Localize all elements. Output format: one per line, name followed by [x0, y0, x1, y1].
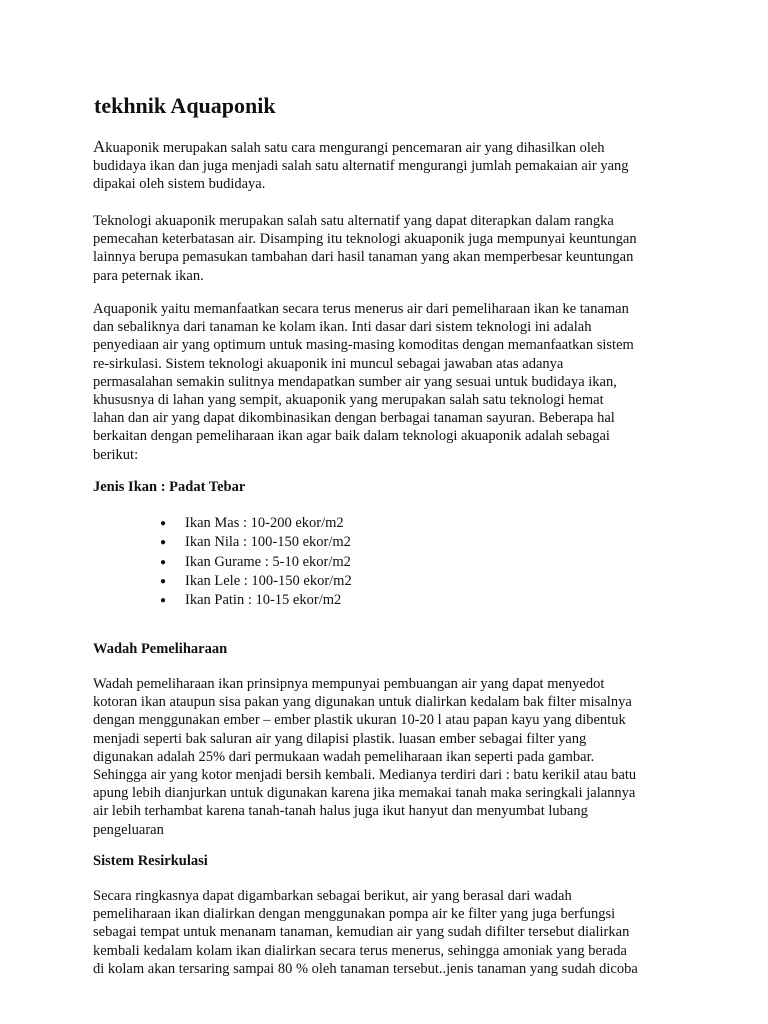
paragraph-line: apung lebih dianjurkan untuk digunakan karena jika memakai tanah maka seringkali jalannya: [93, 785, 636, 802]
wadah-heading: Wadah Pemeliharaan: [93, 641, 228, 657]
paragraph-line: berikut:: [93, 446, 139, 463]
list-item: [160, 572, 352, 591]
list-item-text: Ikan Gurame : 5-10 ekor/m2: [185, 553, 351, 570]
bullet-icon: ●: [160, 518, 167, 529]
aquaponik-paragraph: [93, 300, 693, 464]
page-title: tekhnik Aquaponik: [94, 93, 276, 118]
paragraph-line: budidaya ikan dan juga menjadi salah satu alternatif mengurangi jumlah pemakaian air yang: [93, 158, 629, 175]
paragraph-line: Wadah pemeliharaan ikan prinsipnya mempunyai pembuangan air yang dapat menyedot: [93, 676, 605, 692]
paragraph-line: dipakai oleh sistem budidaya.: [93, 176, 266, 193]
paragraph-line: digunakan adalah 25% dari permukaan wadah pemeliharaan ikan seperti pada gambar.: [93, 748, 595, 765]
resirkulasi-paragraph: [93, 887, 693, 978]
bullet-icon: ●: [160, 537, 167, 549]
list-item-text: Ikan Patin : 10-15 ekor/m2: [185, 592, 342, 609]
paragraph-line: Sehingga air yang kotor menjadi bersih kembali. Medianya terdiri dari : batu kerikil atau batu: [93, 767, 637, 784]
paragraph-line: air lebih terhambat karena tanah-tanah halus juga ikut hanyut dan menyumbat lubang: [93, 803, 588, 820]
list-item: [160, 553, 352, 572]
paragraph-line: kotoran ikan ataupun sisa pakan yang digunakan untuk dialirkan kedalam bak filter misalnya: [93, 694, 632, 711]
intro-paragraph: [93, 138, 693, 194]
paragraph-line: re-sirkulasi. Sistem teknologi akuaponik ini muncul sebagai jawaban atas adanya: [93, 355, 564, 372]
bullet-icon: ●: [160, 595, 167, 607]
list-item: [160, 514, 352, 533]
bullet-icon: ●: [160, 575, 167, 587]
paragraph-line: sebagai tempat untuk menanam tanaman, kemudian air yang sudah difilter tersebut dialirkan: [93, 924, 630, 941]
list-item: [160, 591, 352, 610]
paragraph-line: Secara ringkasnya dapat digambarkan sebagai berikut, air yang berasal dari wadah: [93, 888, 572, 904]
paragraph-line: para peternak ikan.: [93, 267, 204, 284]
fish-density-heading: Jenis Ikan : Padat Tebar: [93, 479, 246, 495]
paragraph-line: pemecahan keterbatasan air. Disamping itu teknologi akuaponik juga mempunyai keuntungan: [93, 231, 637, 248]
list-item-text: Ikan Mas : 10-200 ekor/m2: [185, 515, 344, 531]
technology-paragraph: [93, 212, 693, 285]
paragraph-line: permasalahan semakin sulitnya mendapatkan sumber air yang sesuai untuk budidaya ikan,: [93, 373, 617, 390]
resirkulasi-heading: Sistem Resirkulasi: [93, 853, 208, 869]
paragraph-line: pemeliharaan ikan dialirkan dengan menggunakan pompa air ke filter yang juga berfungsi: [93, 906, 616, 923]
list-item-text: Ikan Lele : 100-150 ekor/m2: [185, 572, 352, 589]
list-item-text: Ikan Nila : 100-150 ekor/m2: [185, 534, 351, 551]
paragraph-line: penyediaan air yang optimum untuk masing-masing komoditas dengan memanfaatkan sistem: [93, 337, 634, 354]
dropcap-letter: A: [93, 137, 106, 156]
paragraph-line: dan sebaliknya dari tanaman ke kolam ikan. Inti dasar dari sistem teknologi ini adalah: [93, 319, 592, 336]
paragraph-line: [93, 138, 693, 157]
wadah-paragraph: [93, 675, 693, 839]
paragraph-line: lainnya berupa pemasukan tambahan dari hasil tanaman yang akan memperbesar keuntungan: [93, 249, 634, 266]
paragraph-line: menjadi seperti bak saluran air yang dilapisi plastik. luasan ember sebagai filter yang: [93, 730, 587, 747]
bullet-icon: ●: [160, 556, 167, 568]
paragraph-line: khususnya di lahan yang sempit, akuaponik yang merupakan salah satu teknologi hemat: [93, 392, 604, 409]
paragraph-line: Aquaponik yaitu memanfaatkan secara terus menerus air dari pemeliharaan ikan ke tanaman: [93, 301, 629, 317]
paragraph-line: dengan menggunakan ember – ember plastik ukuran 10-20 l atau papan kayu yang dibentuk: [93, 712, 626, 729]
list-item: [160, 533, 352, 552]
paragraph-line: di kolam akan tersaring sampai 80 % oleh tanaman tersebut..jenis tanaman yang sudah dicoba: [93, 960, 638, 977]
paragraph-line: pengeluaran: [93, 821, 164, 838]
paragraph-line: Teknologi akuaponik merupakan salah satu alternatif yang dapat diterapkan dalam rangka: [93, 213, 614, 229]
paragraph-line: kembali kedalam kolam ikan dialirkan secara terus menerus, sehingga amoniak yang berada: [93, 942, 627, 959]
fish-density-list: [160, 514, 352, 610]
paragraph-line: lahan dan air yang dapat dikombinasikan dengan berbagai tanaman sayuran. Beberapa hal: [93, 410, 615, 427]
paragraph-line: berkaitan dengan pemeliharaan ikan agar baik dalam teknologi akuaponik adalah sebagai: [93, 428, 610, 445]
intro-first-line-text: kuaponik merupakan salah satu cara mengurangi pencemaran air yang dihasilkan oleh: [105, 140, 605, 156]
